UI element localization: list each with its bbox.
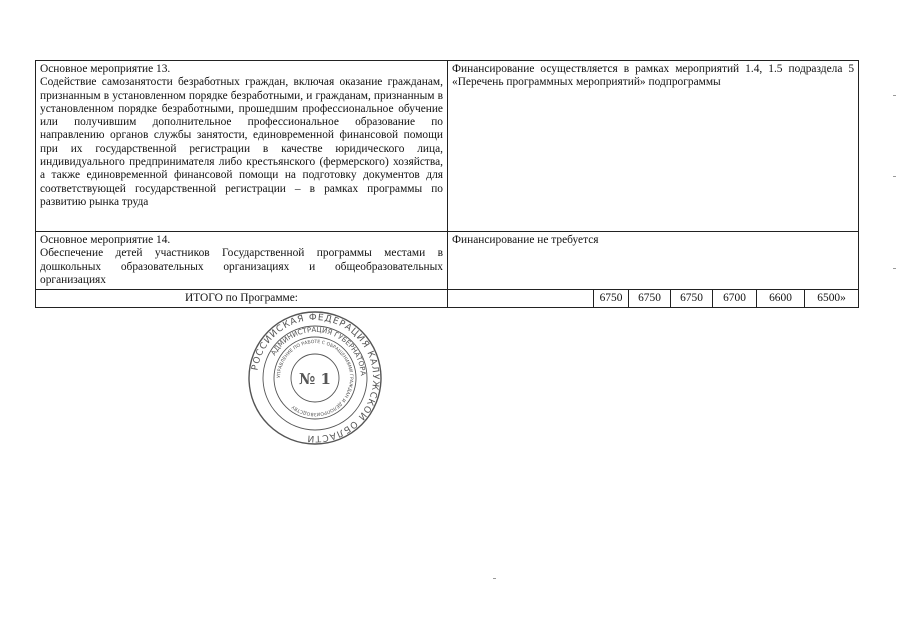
- program-table: [35, 60, 859, 308]
- total-value: 6750: [629, 290, 671, 308]
- seal-outer-text: РОССИЙСКАЯ ФЕДЕРАЦИЯ КАЛУЖСКОЙ ОБЛАСТИ: [250, 312, 381, 444]
- measure-title: Основное мероприятие 13.: [40, 63, 171, 75]
- seal-inner-text: УПРАВЛЕНИЕ ПО РАБОТЕ С ОБРАЩЕНИЯМИ ГРАЖДАН И ДЕЛОПРОИЗВОДСТВУ: [276, 339, 354, 417]
- measure-cell: [36, 232, 448, 290]
- official-seal: [245, 308, 385, 448]
- scan-mark: [893, 95, 896, 96]
- scan-mark: [493, 578, 496, 579]
- table-row: [36, 232, 859, 290]
- total-empty-cell: [448, 290, 594, 308]
- scan-mark: [893, 268, 896, 269]
- seal-number: № 1: [299, 370, 331, 388]
- total-row: [36, 290, 859, 308]
- table-row: [36, 61, 859, 232]
- financing-cell: [448, 232, 859, 290]
- total-value: 6700: [713, 290, 757, 308]
- measure-description: Содействие самозанятости безработных граждан, включая оказание гражданам, признанным в установленном порядке безработными, и гражданам, признанным в установленном порядке безработными, прошедшим профессиональное обучение или получившим дополнительное профессиональное образование по направлению органов службы занятости, единовременной финансовой помощи при их государственной регистрации в качестве юридического лица, индивидуального предпринимателя либо крестьянского (фермерского) хозяйства, а также единовременной финансовой помощи на подготовку документов для соответствующей государственной регистрации – в рамках программы по развитию рынка труда: [40, 76, 443, 208]
- measure-description: Обеспечение детей участников Государственной программы местами в дошкольных образовательных организациях и общеобразовательных организациях: [40, 247, 443, 286]
- seal-graphic: [245, 308, 385, 448]
- scan-mark: [893, 176, 896, 177]
- total-value: 6600: [757, 290, 805, 308]
- measure-cell: [36, 61, 448, 232]
- total-label: ИТОГО по Программе:: [36, 290, 448, 308]
- measure-title: Основное мероприятие 14.: [40, 234, 171, 246]
- total-value: 6750: [671, 290, 713, 308]
- total-value: 6750: [594, 290, 629, 308]
- financing-text: Финансирование осуществляется в рамках мероприятий 1.4, 1.5 подраздела 5 «Перечень программных мероприятий» подпрограммы: [452, 63, 855, 89]
- total-value: 6500»: [805, 290, 859, 308]
- seal-middle-text: АДМИНИСТРАЦИЯ ГУБЕРНАТОРА: [269, 325, 367, 377]
- financing-text: Финансирование не требуется: [452, 234, 599, 246]
- financing-cell: [448, 61, 859, 232]
